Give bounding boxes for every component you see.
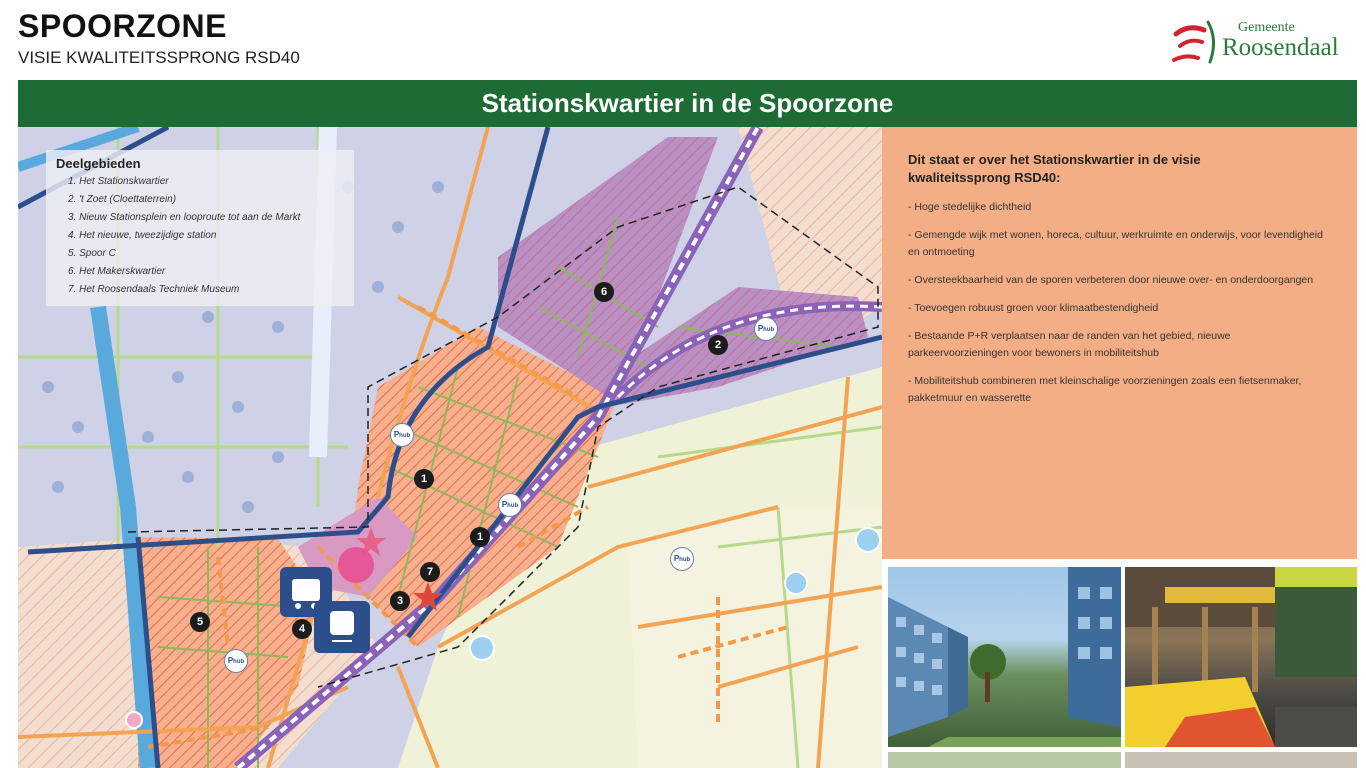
hub-sub: hub xyxy=(679,557,691,563)
legend-item: 6. Het Makerskwartier xyxy=(68,266,166,277)
info-bullet: - Toevoegen robuust groen voor klimaatbestendigheid xyxy=(908,302,1159,314)
map-marker-3[interactable]: 3 xyxy=(390,591,410,611)
hub-p: P xyxy=(393,430,400,439)
logo-text-roosendaal: Roosendaal xyxy=(1222,34,1339,61)
page-subtitle: VISIE KWALITEITSSPRONG RSD40 xyxy=(18,48,300,67)
hub-p: P xyxy=(501,500,508,509)
hub-sub: hub xyxy=(507,503,519,509)
logo-emblem-icon xyxy=(1166,14,1226,70)
mobility-hub-icon[interactable] xyxy=(224,649,248,673)
legend-item: 2. 't Zoet (Cloettaterrein) xyxy=(68,194,177,205)
info-bullet-list xyxy=(908,199,1331,407)
map-marker-7[interactable]: 7 xyxy=(420,562,440,582)
hub-p: P xyxy=(673,554,680,563)
logo-text-gemeente: Gemeente xyxy=(1238,20,1295,35)
mobility-hub-icon[interactable] xyxy=(390,423,414,447)
hub-sub: hub xyxy=(763,327,775,333)
mobility-hub-icon[interactable] xyxy=(498,493,522,517)
map-marker-1a[interactable]: 1 xyxy=(414,469,434,489)
photo-thumbnail-bottom-left[interactable] xyxy=(888,752,1121,768)
legend-item: 4. Het nieuwe, tweezijdige station xyxy=(68,230,217,241)
info-bullet: - Bestaande P+R verplaatsen naar de randen van het gebied, nieuwe parkeervoorzieningen voor bewoners in mobiliteitshub xyxy=(908,330,1231,359)
map-marker-2[interactable]: 2 xyxy=(708,335,728,355)
map-marker-6[interactable]: 6 xyxy=(594,282,614,302)
legend-item: 3. Nieuw Stationsplein en looproute tot aan de Markt xyxy=(68,212,301,223)
mobility-hub-icon[interactable] xyxy=(754,317,778,341)
info-panel xyxy=(882,127,1357,559)
train-station-icon xyxy=(314,601,370,653)
photo-residential-courtyard[interactable] xyxy=(888,567,1121,747)
legend-list xyxy=(68,173,344,299)
hall-illustration xyxy=(1125,567,1357,747)
legend-item: 5. Spoor C xyxy=(68,248,116,259)
hub-sub: hub xyxy=(233,659,245,665)
photo-thumbnail-bottom-right[interactable] xyxy=(1125,752,1357,768)
page-title: SPOORZONE xyxy=(18,8,227,44)
map-marker-1b[interactable]: 1 xyxy=(470,527,490,547)
mobility-hub-icon[interactable] xyxy=(670,547,694,571)
hub-sub: hub xyxy=(399,433,411,439)
page-header xyxy=(0,0,1366,80)
info-bullet: - Oversteekbaarheid van de sporen verbeteren door nieuwe over- en onderdoorgangen xyxy=(908,274,1314,286)
legend-item: 7. Het Roosendaals Techniek Museum xyxy=(68,284,240,295)
hub-p: P xyxy=(757,324,764,333)
section-banner: Stationskwartier in de Spoorzone xyxy=(18,80,1357,127)
map-marker-4[interactable]: 4 xyxy=(292,619,312,639)
building-illustration xyxy=(888,567,1121,747)
hub-p: P xyxy=(227,656,234,665)
photo-maker-hall[interactable] xyxy=(1125,567,1357,747)
info-heading: Dit staat er over het Stationskwartier in de visie kwaliteitssprong RSD40: xyxy=(908,152,1201,185)
municipality-logo[interactable] xyxy=(1166,14,1356,70)
info-bullet: - Mobiliteitshub combineren met kleinschalige voorzieningen zoals een fietsenmaker, pakketmuur en wasserette xyxy=(908,375,1302,404)
info-bullet: - Gemengde wijk met wonen, horeca, cultuur, werkruimte en onderwijs, voor levendigheid en ontmoeting xyxy=(908,229,1323,258)
legend-item: 1. Het Stationskwartier xyxy=(68,176,169,187)
legend-title: Deelgebieden xyxy=(56,156,141,171)
map-legend xyxy=(46,150,354,306)
info-bullet: - Hoge stedelijke dichtheid xyxy=(908,201,1032,213)
map-marker-5[interactable]: 5 xyxy=(190,612,210,632)
